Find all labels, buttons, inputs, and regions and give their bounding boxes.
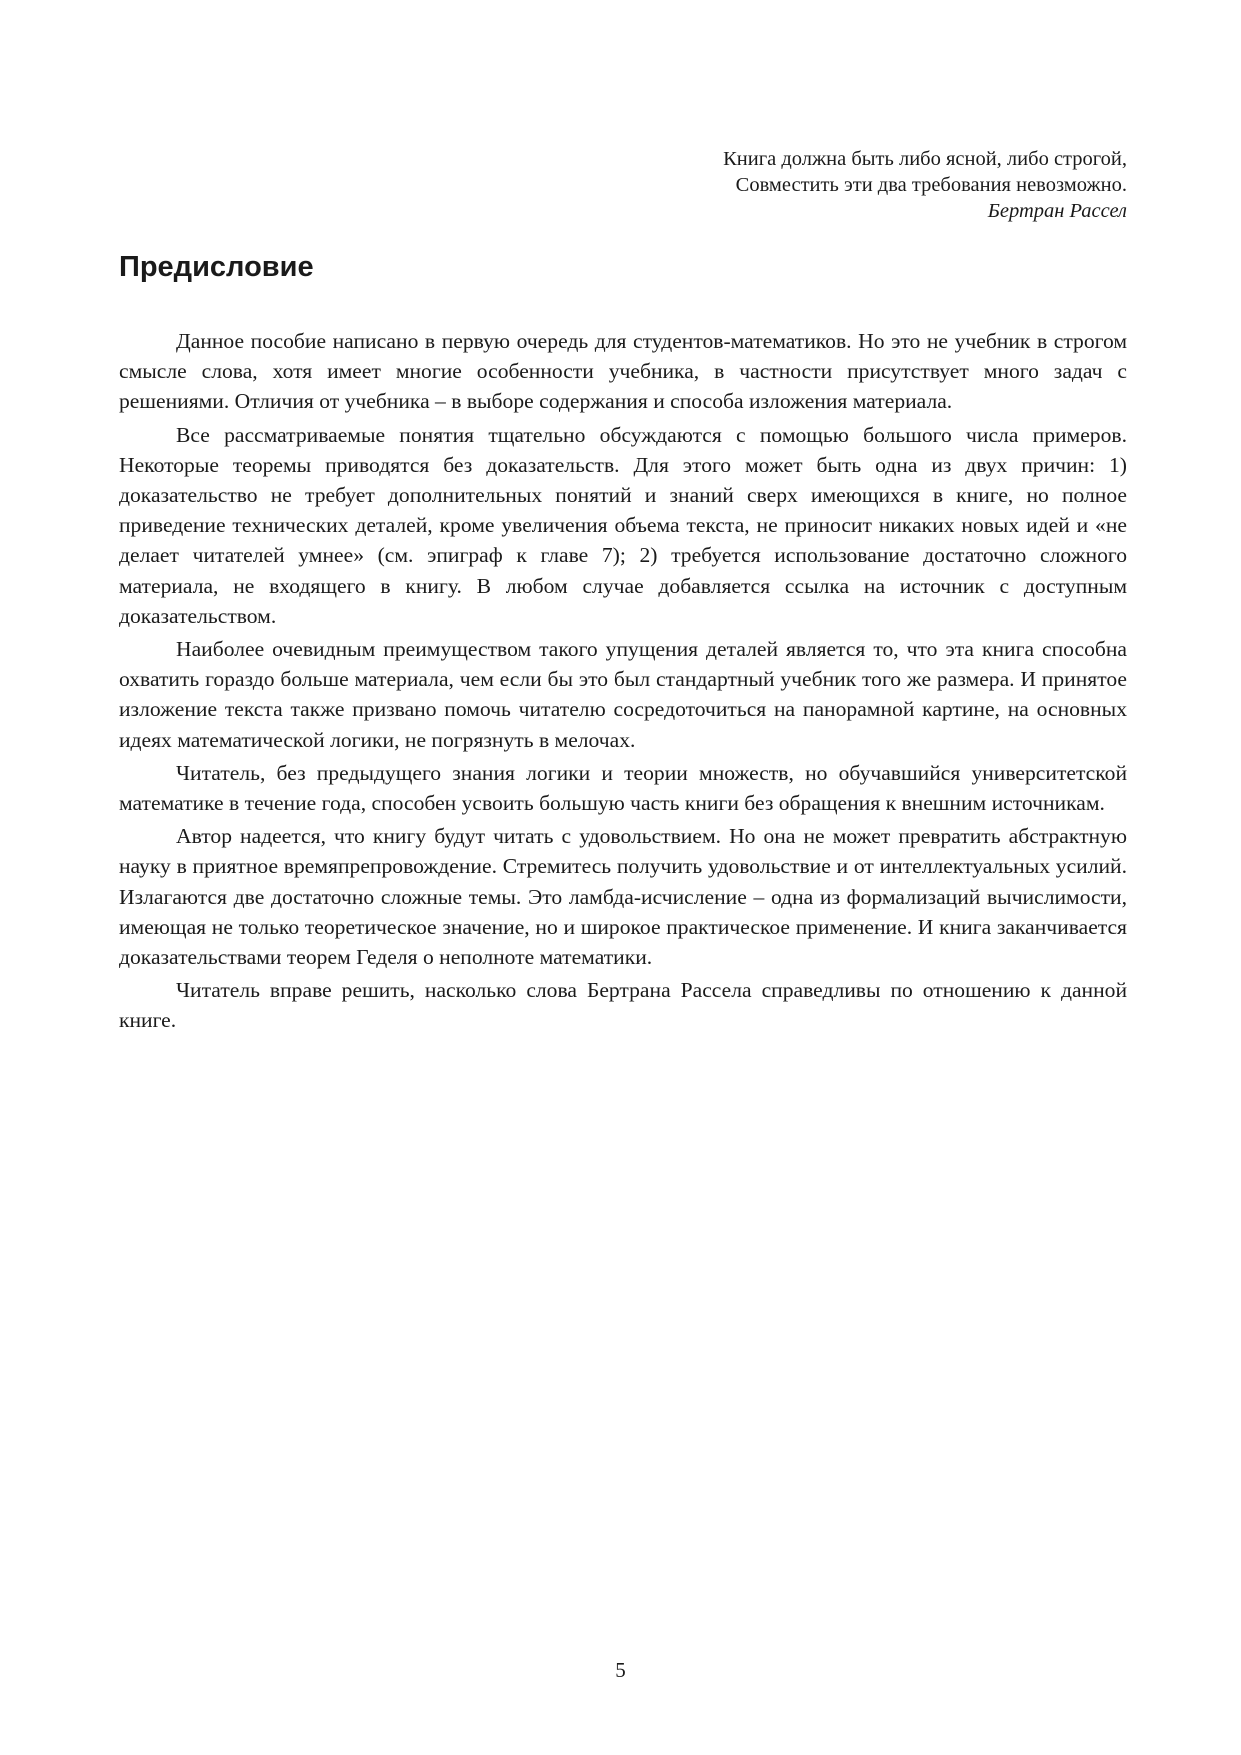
section-heading: Предисловие — [119, 251, 314, 283]
paragraph-5: Автор надеется, что книгу будут читать с удовольствием. Но она не может превратить абстрактную науку в приятное времяпрепровождение. Стремитесь получить удовольствие и от интеллектуальных усилий. Излагаются две достаточно сложные темы. Это ламбда-исчисление – одна из формализаций вычислимости, имеющая не только теоретическое значение, но и широкое практическое применение. И книга заканчивается доказательствами теорем Геделя о неполноте математики. — [119, 824, 1127, 970]
page-number: 5 — [615, 1658, 626, 1682]
epigraph — [427, 146, 1127, 224]
paragraph-1: Данное пособие написано в первую очередь для студентов-математиков. Но это не учебник в строгом смысле слова, хотя имеет многие особенности учебника, в частности присутствует много задач с решениями. Отличия от учебника – в выборе содержания и способа изложения материала. — [119, 329, 1127, 414]
epigraph-author: Бертран Рассел — [987, 200, 1127, 222]
epigraph-line-1: Книга должна быть либо ясной, либо строгой, — [723, 148, 1127, 170]
paragraph-2: Все рассматриваемые понятия тщательно обсуждаются с помощью большого числа примеров. Некоторые теоремы приводятся без доказательств. Для этого может быть одна из двух причин: 1) доказательство не требует дополнительных понятий и знаний сверх имеющихся в книге, но полное приведение технических деталей, кроме увеличения объема текста, не приносит никаких новых идей и «не делает читателей умнее» (см. эпиграф к главе 7); 2) требуется использование достаточно сложного материала, не входящего в книгу. В любом случае добавляется ссылка на источник с доступным доказательством. — [119, 422, 1127, 628]
paragraph-3: Наиболее очевидным преимуществом такого упущения деталей является то, что эта книга способна охватить гораздо больше материала, чем если бы это был стандартный учебник того же размера. И принятое изложение текста также призвано помочь читателю сосредоточиться на панорамной картине, на основных идеях математической логики, не погрязнуть в мелочах. — [119, 637, 1127, 752]
epigraph-line-2: Совместить эти два требования невозможно. — [735, 174, 1127, 196]
paragraph-6: Читатель вправе решить, насколько слова Бертрана Рассела справедливы по отношению к данной книге. — [119, 978, 1127, 1033]
paragraph-4: Читатель, без предыдущего знания логики и теории множеств, но обучавшийся университетской математике в течение года, способен усвоить большую часть книги без обращения к внешним источникам. — [119, 760, 1127, 816]
body-text — [119, 326, 1127, 1036]
